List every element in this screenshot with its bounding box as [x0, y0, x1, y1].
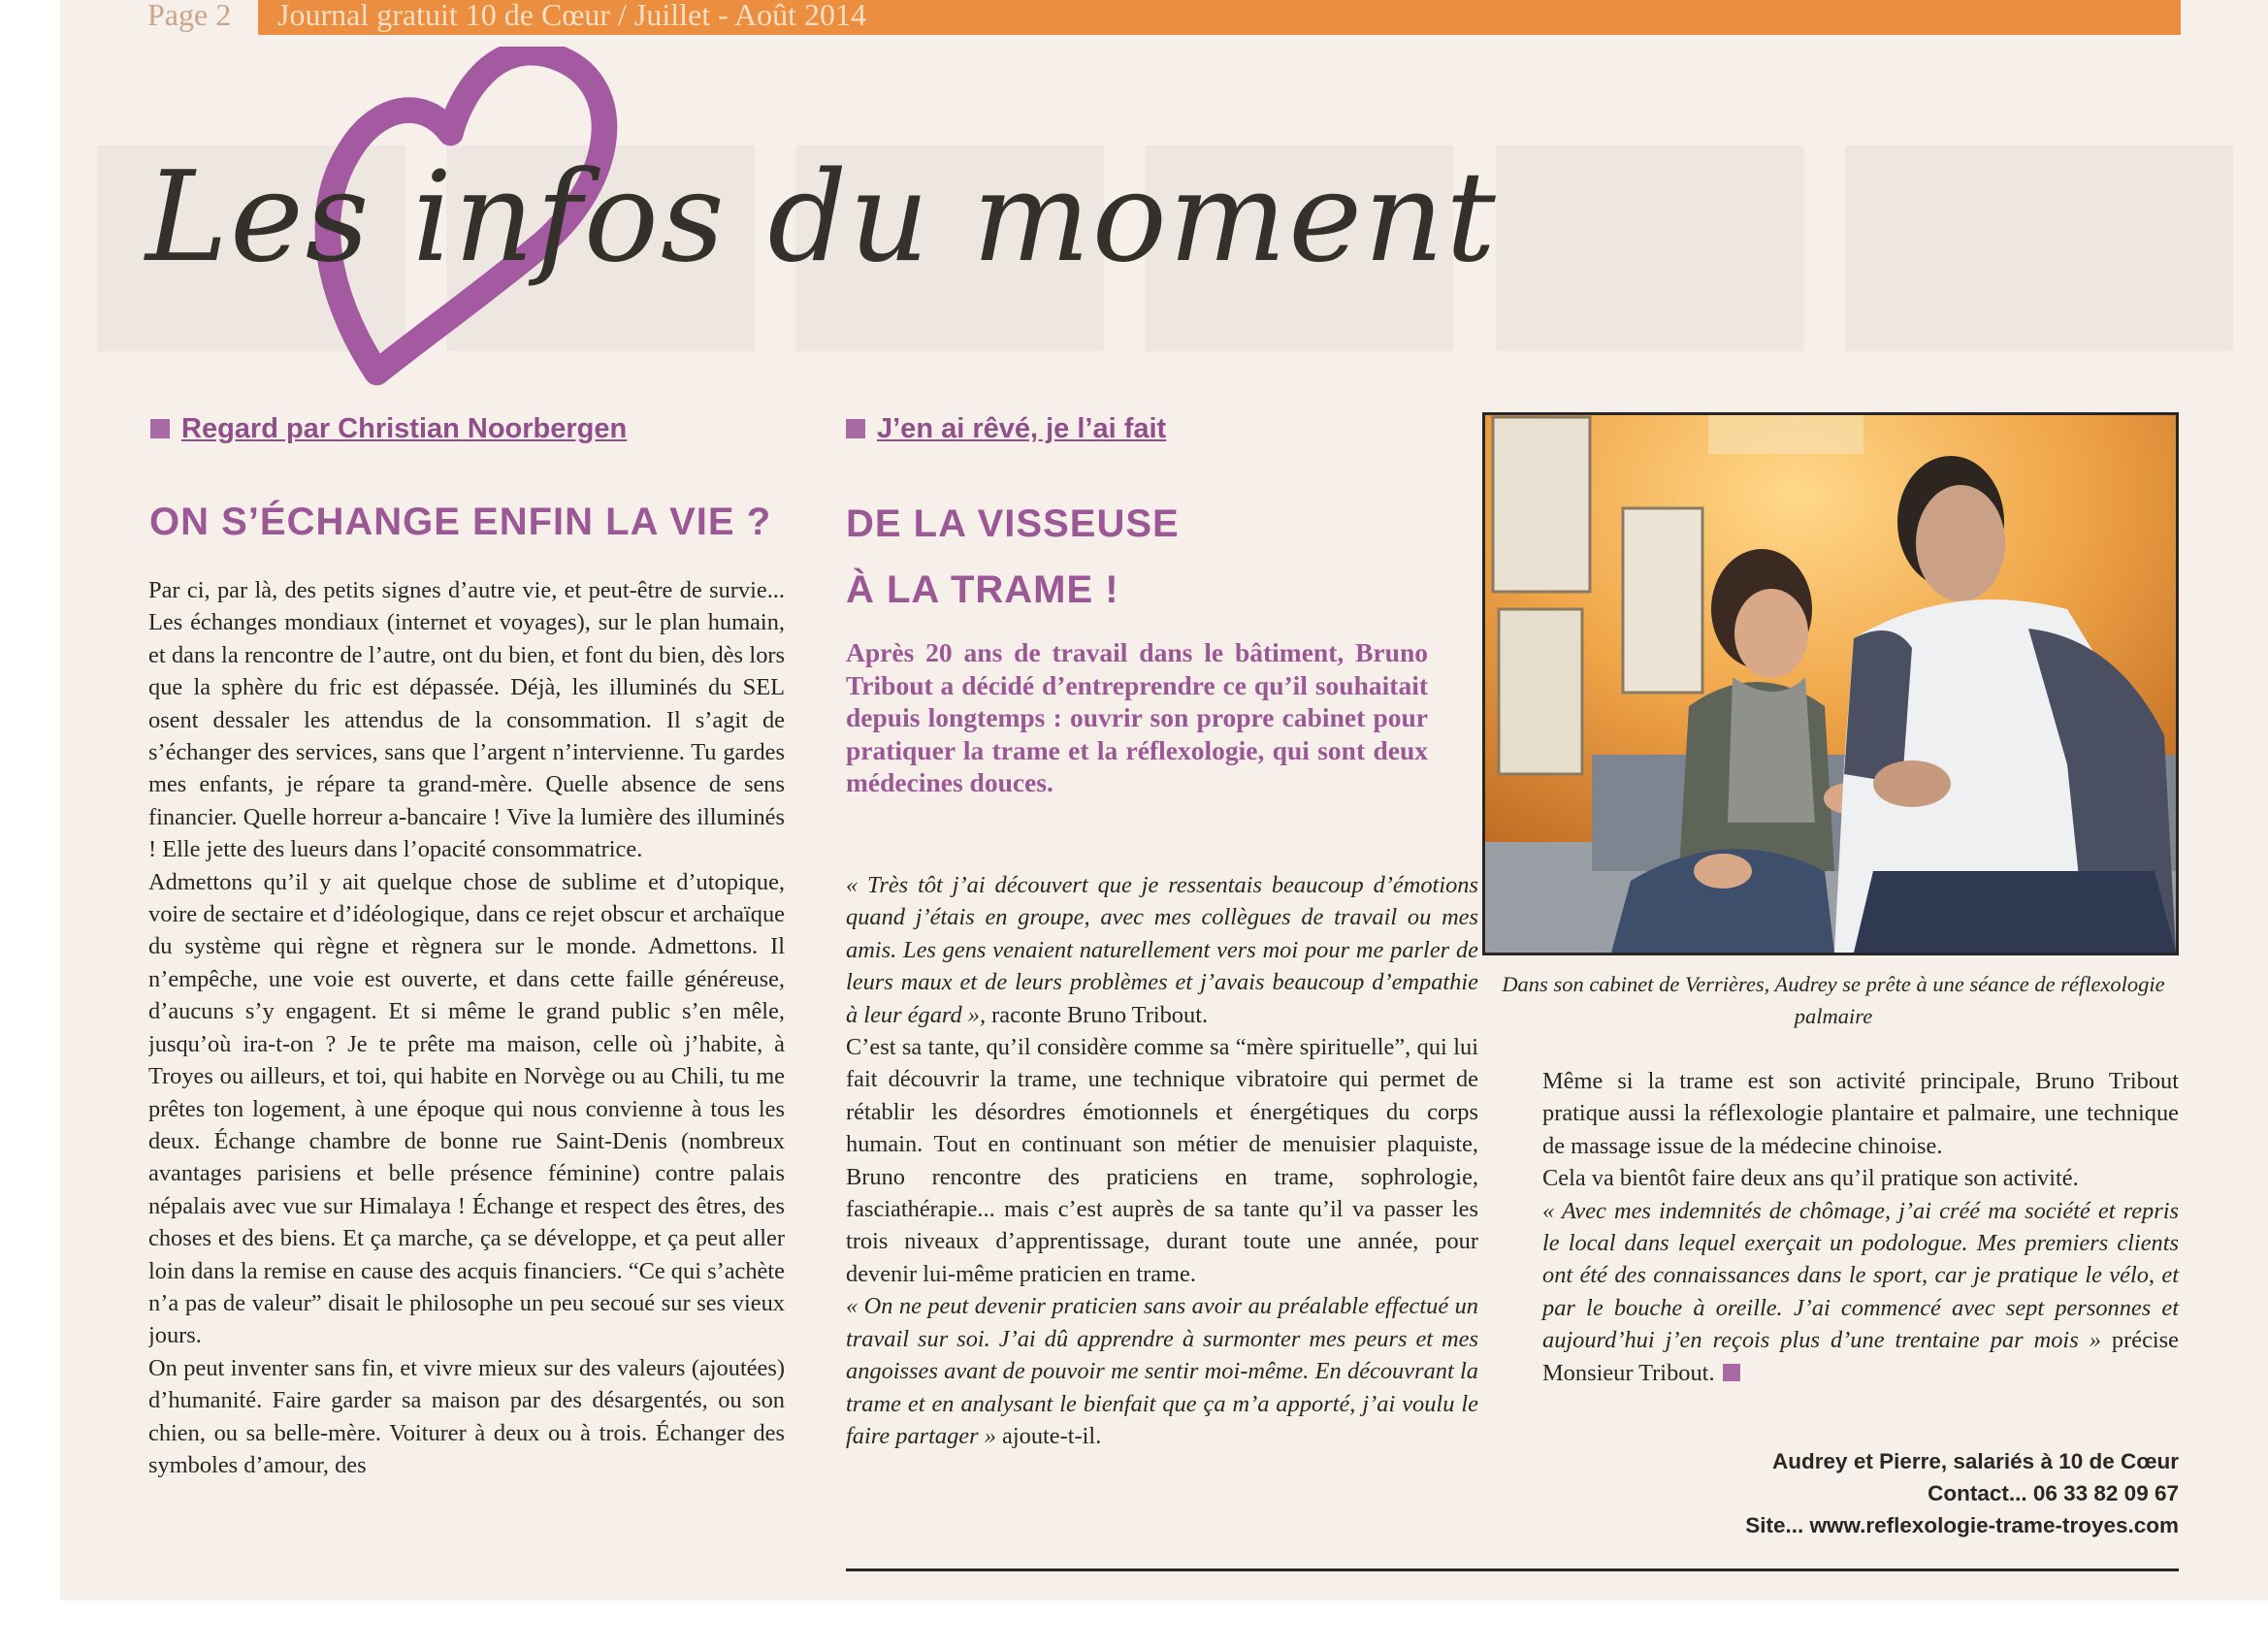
- quote-attribution: raconte Bruno Tribout.: [986, 1001, 1209, 1028]
- quote-attribution: précise Monsieur Tribout.: [1542, 1327, 2179, 1386]
- quote-text: « Avec mes indemnités de chômage, j’ai créé ma société et repris le local dans lequel exerçait un podologue. Mes premiers clients ont été des connaissances dans le sport, car je pratique le vélo, et par le bouche à oreille. J’ai commencé avec sept personnes et aujourd’hui j’en reçois plus d’une trentaine par mois »: [1542, 1197, 2179, 1354]
- paragraph: On peut inventer sans fin, et vivre mieux sur des valeurs (ajoutées) d’humanité. Faire garder sa maison par des désargentés, ou son chien, ou sa belle-mère. Voiturer à deux ou à trois. Échanger des symboles d’amour, des: [148, 1354, 785, 1478]
- middle-article-body: [846, 869, 1478, 1452]
- show-through-block: [1496, 146, 1804, 351]
- paragraph: Par ci, par là, des petits signes d’autre vie, et peut-être de survie... Les échanges mondiaux (internet et voyages), sur le plan humain, et dans la rencontre de l’autre, ont du bien, et font du bien, dès lors que la sphère du fric est dépassée. Déjà, les illuminés du SEL osent dessaler les attendus de la consommation. Il s’agit de s’échanger des services, sans que l’argent n’intervienne. Tu gardes mes enfants, je répare ta grand-mère. Quelle absence de sens financier. Quelle horreur a-bancaire ! Vive la lumière des illuminés ! Elle jette des lueurs dans l’opacité consommatrice.: [148, 577, 785, 863]
- contact-phone: Contact... 06 33 82 09 67: [1928, 1481, 2179, 1505]
- header-bar-text: Journal gratuit 10 de Cœur / Juillet - Août 2014: [277, 0, 867, 32]
- website-link: Site... www.reflexologie-trame-troyes.com: [1745, 1513, 2179, 1537]
- paragraph: Cela va bientôt faire deux ans qu’il pratique son activité.: [1542, 1165, 2079, 1192]
- quote-text: « Très tôt j’ai découvert que je ressentais beaucoup d’émotions quand j’étais en groupe, avec mes collègues de travail ou mes amis. Les gens venaient naturellement vers moi pour me parler de leurs maux et de leurs problèmes et j’avais beaucoup d’empathie à leur égard »,: [846, 872, 1478, 1028]
- show-through-block: [1845, 146, 2233, 351]
- end-of-article-square-icon: [1723, 1364, 1740, 1381]
- quote-attribution: ajoute-t-il.: [995, 1422, 1102, 1449]
- quote-paragraph: [846, 1290, 1478, 1452]
- middle-kicker: J’en ai rêvé, je l’ai fait: [846, 413, 1166, 445]
- middle-headline-line-2: À LA TRAME !: [846, 568, 1119, 611]
- left-kicker: Regard par Christian Noorbergen: [150, 413, 627, 445]
- paragraph: Admettons qu’il y ait quelque chose de sublime et d’utopique, voire de sectaire et d’idéologique, dans ce rejet obscur et archaïque du système qui règne et règnera sur le monde. Admettons. Il n’empêche, une voie est ouverte, et dans cette faille généreuse, d’aucuns s’y engagent. Et si même le grand public s’en mêle, jusqu’où ira-t-on ? Je te prête ma maison, celle où j’habite, à Troyes ou ailleurs, et toi, qui habite en Norvège ou au Chili, tu me prêtes ton logement, à une époque qui nous convienne à tous les deux. Échange chambre de bonne rue Saint-Denis (nombreux avantages parisiens et belle présence féminine) contre palais népalais avec vue sur Himalaya ! Échange et respect des êtres, des choses et des biens. Et ça marche, ça se développe, et ça peut aller loin dans la remise en cause des acquis financiers. “Ce qui s’achète n’a pas de valeur” disait le philosophe un peu secoué sur ses vieux jours.: [148, 868, 785, 1349]
- left-article-body: [148, 574, 785, 1595]
- credit-authors: Audrey et Pierre, salariés à 10 de Cœur: [1772, 1449, 2179, 1473]
- left-headline: ON S’ÉCHANGE ENFIN LA VIE ?: [149, 501, 772, 543]
- quote-paragraph: [1542, 1195, 2179, 1389]
- scan-margin: [0, 1600, 2268, 1649]
- middle-headline-line-1: DE LA VISSEUSE: [846, 502, 1180, 545]
- paragraph: C’est sa tante, qu’il considère comme sa “mère spirituelle”, qui lui fait découvrir la trame, une technique vibratoire qui permet de rétablir les désordres émotionnels et énergétiques du corps humain. Tout en continuant son métier de menuisier plaquiste, Bruno rencontre des praticiens en trame, sophrologie, fasciathérapie... mais c’est auprès de sa tante qu’il va passer les trois niveaux d’apprentissage, durant toute une année, pour devenir lui-même praticien en trame.: [846, 1034, 1478, 1287]
- middle-lede: Après 20 ans de travail dans le bâtiment, Bruno Tribout a décidé d’entreprendre ce qu’il souhaitait depuis longtemps : ouvrir son propre cabinet pour pratiquer la trame et la réflexologie, qui sont deux médecines douces.: [846, 637, 1428, 797]
- right-article-body: [1542, 1065, 2179, 1389]
- quote-text: « On ne peut devenir praticien sans avoir au préalable effectué un travail sur soi. J’ai dû apprendre à surmonter mes peurs et mes angoisses avant de pouvoir me sentir moi-même. En découvrant la trame et en analysant le bienfait que ça m’a apporté, j’ai voulu le faire partager »: [846, 1293, 1478, 1449]
- article-photo: [1482, 412, 2179, 955]
- paragraph: Même si la trame est son activité principale, Bruno Tribout pratique aussi la réflexologie plantaire et palmaire, une technique de massage issue de la médecine chinoise.: [1542, 1068, 2179, 1159]
- section-title: Les infos du moment: [146, 146, 1498, 290]
- photo-reflexology-session: [1485, 415, 2176, 953]
- page-number: Page 2: [147, 0, 232, 32]
- article-credits: [1542, 1445, 2179, 1541]
- photo-caption: Dans son cabinet de Verrières, Audrey se prête à une séance de réflexologie palmaire: [1502, 972, 2165, 1028]
- quote-paragraph: [846, 869, 1478, 1031]
- divider-rule: [846, 1568, 2179, 1571]
